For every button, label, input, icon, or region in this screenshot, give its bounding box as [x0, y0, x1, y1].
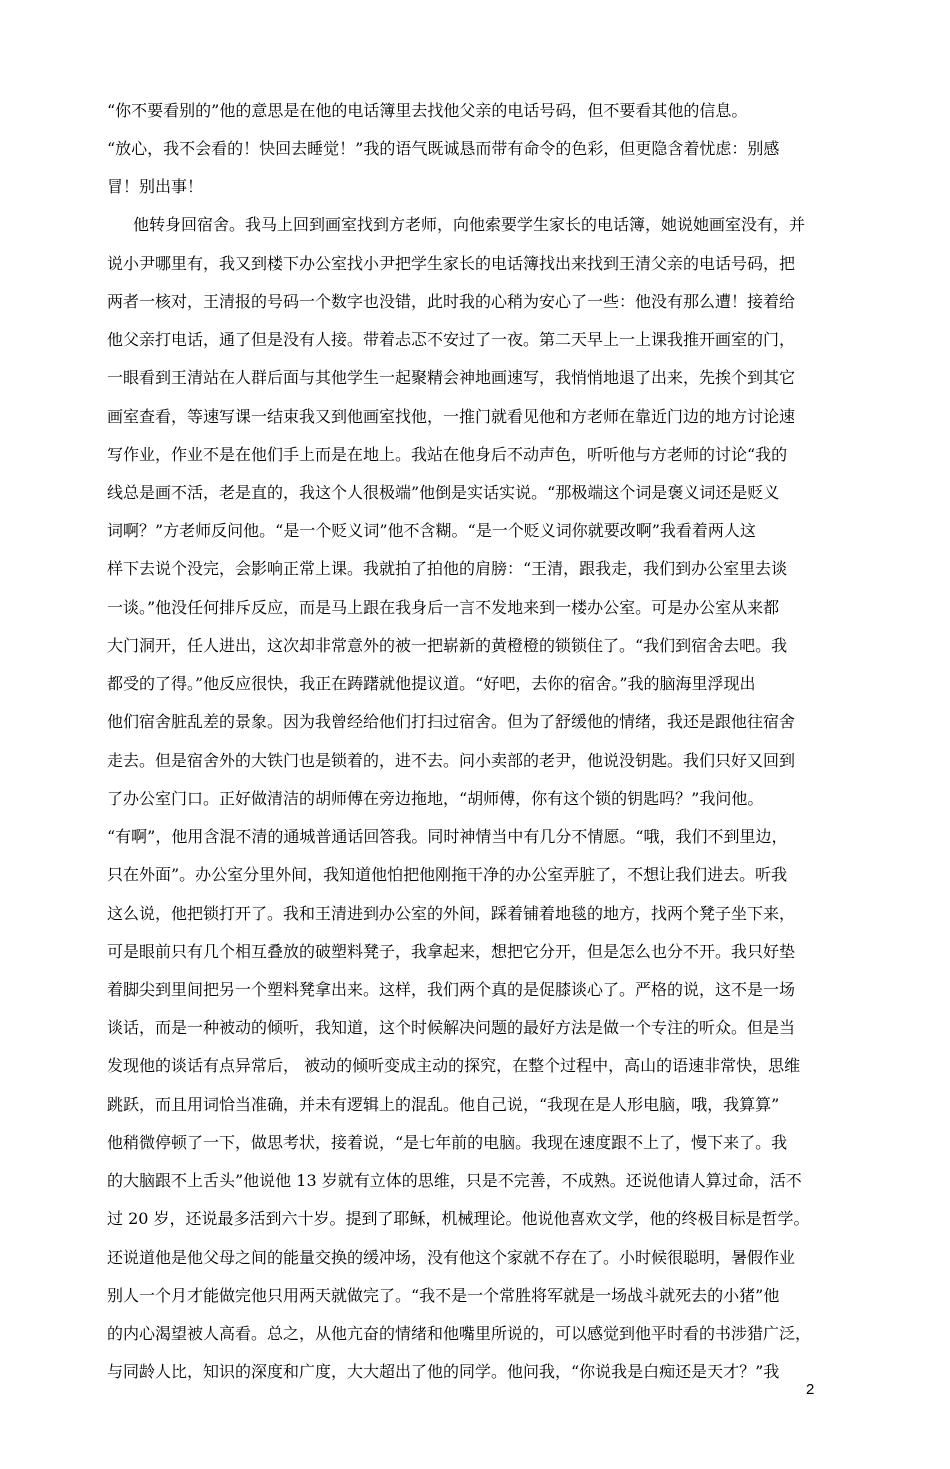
text-line: 与同龄人比，知识的深度和广度，大大超出了他的同学。他问我，“你说我是白痴还是天才？”我: [107, 1362, 780, 1381]
text-line: “放心，我不会看的！快回去睡觉！”我的语气既诚恳而带有命令的色彩，但更隐含着忧虑：别感: [107, 139, 780, 158]
text-line: 他转身回宿舍。我马上回到画室找到方老师，向他索要学生家长的电话簿，她说她画室没有，并: [133, 215, 806, 234]
text-line: 线总是画不活，老是直的，我这个人很极端”他倒是实话实说。“那极端这个词是褒义词还是贬义: [107, 483, 780, 502]
text-line: 一眼看到王清站在人群后面与其他学生一起聚精会神地画速写，我悄悄地退了出来，先挨个到其它: [107, 368, 796, 387]
text-line: 跳跃，而且用词恰当准确，并未有逻辑上的混乱。他自己说，“我现在是人形电脑，哦，我算算”: [107, 1095, 780, 1114]
text-line: 可是眼前只有几个相互叠放的破塑料凳子，我拿起来，想把它分开，但是怎么也分不开。我只好垫: [107, 942, 796, 961]
text-line: 谈话，而是一种被动的倾听，我知道，这个时候解决问题的最好方法是做一个专注的听众。但是当: [107, 1018, 796, 1037]
text-line: 说小尹哪里有，我又到楼下办公室找小尹把学生家长的电话簿找出来找到王清父亲的电话号码，把: [107, 254, 796, 273]
text-line: 词啊？”方老师反问他。“是一个贬义词”他不含糊。“是一个贬义词你就要改啊”我看着两人这: [107, 521, 756, 540]
text-line: 都受的了得。”他反应很快，我正在踌躇就他提议道。“好吧，去你的宿舍。”我的脑海里浮现出: [107, 674, 756, 693]
text-line: 样下去说个没完，会影响正常上课。我就拍了拍他的肩膀：“王清，跟我走，我们到办公室里去谈: [107, 559, 788, 578]
text-line: 这么说，他把锁打开了。我和王清进到办公室的外间，踩着铺着地毯的地方，找两个凳子坐下来，: [107, 904, 796, 923]
text-line: 画室查看，等速写课一结束我又到他画室找他，一推门就看见他和方老师在靠近门边的地方讨论速: [107, 407, 796, 426]
text-line: 过 20 岁，还说最多活到六十岁。提到了耶稣，机械理论。他说他喜欢文学，他的终极目标是哲学。: [107, 1209, 810, 1228]
text-line: 发现他的谈话有点异常后， 被动的倾听变成主动的探究，在整个过程中，高山的语速非常快，思维: [107, 1056, 801, 1075]
text-line: “有啊”，他用含混不清的通城普通话回答我。同时神情当中有几分不情愿。“哦，我们不到里边，: [107, 827, 788, 846]
text-line: 两者一核对，王清报的号码一个数字也没错，此时我的心稍为安心了一些：他没有那么遭！接着给: [107, 292, 796, 311]
text-line: 着脚尖到里间把另一个塑料凳拿出来。这样，我们两个真的是促膝谈心了。严格的说，这不是一场: [107, 980, 796, 999]
text-line: 的内心渴望被人高看。总之，从他亢奋的情绪和他嘴里所说的，可以感觉到他平时看的书涉猎广泛，: [107, 1324, 812, 1343]
text-line: “你不要看别的”他的意思是在他的电话簿里去找他父亲的电话号码，但不要看其他的信息。: [107, 101, 748, 120]
text-line: 他们宿舍脏乱差的景象。因为我曾经给他们打扫过宿舍。但为了舒缓他的情绪，我还是跟他往宿舍: [107, 712, 796, 731]
text-line: 他稍微停顿了一下，做思考状，接着说，“是七年前的电脑。我现在速度跟不上了，慢下来了。我: [107, 1133, 788, 1152]
text-line: 别人一个月才能做完他只用两天就做完了。“我不是一个常胜将军就是一场战斗就死去的小猪”他: [107, 1286, 780, 1305]
text-line: 只在外面”。办公室分里外间，我知道他怕把他刚拖干净的办公室弄脏了，不想让我们进去。听我: [107, 865, 788, 884]
page-number: 2: [806, 1381, 815, 1398]
text-line: 走去。但是宿舍外的大铁门也是锁着的，进不去。问小卖部的老尹，他说没钥匙。我们只好又回到: [107, 751, 796, 770]
text-line: 他父亲打电话，通了但是没有人接。带着忐忑不安过了一夜。第二天早上一上课我推开画室的门，: [107, 330, 796, 349]
text-line: 写作业，作业不是在他们手上而是在地上。我站在他身后不动声色，听听他与方老师的讨论“我的: [107, 445, 788, 464]
text-line: 还说道他是他父母之间的能量交换的缓冲场，没有他这个家就不存在了。小时候很聪明，暑假作业: [107, 1248, 796, 1267]
text-line: 冒！别出事！: [107, 177, 204, 196]
text-line: 的大脑跟不上舌头”他说他 13 岁就有立体的思维，只是不完善，不成熟。还说他请人算过命，活不: [107, 1171, 802, 1190]
text-line: 了办公室门口。正好做清洁的胡师傅在旁边拖地，“胡师傅，你有这个锁的钥匙吗？”我问他。: [107, 789, 764, 808]
text-line: 大门洞开，任人进出，这次却非常意外的被一把崭新的黄橙橙的锁锁住了。“我们到宿舍去吧。我: [107, 636, 788, 655]
text-line: 一谈。”他没任何排斥反应，而是马上跟在我身后一言不发地来到一楼办公室。可是办公室从来都: [107, 598, 780, 617]
